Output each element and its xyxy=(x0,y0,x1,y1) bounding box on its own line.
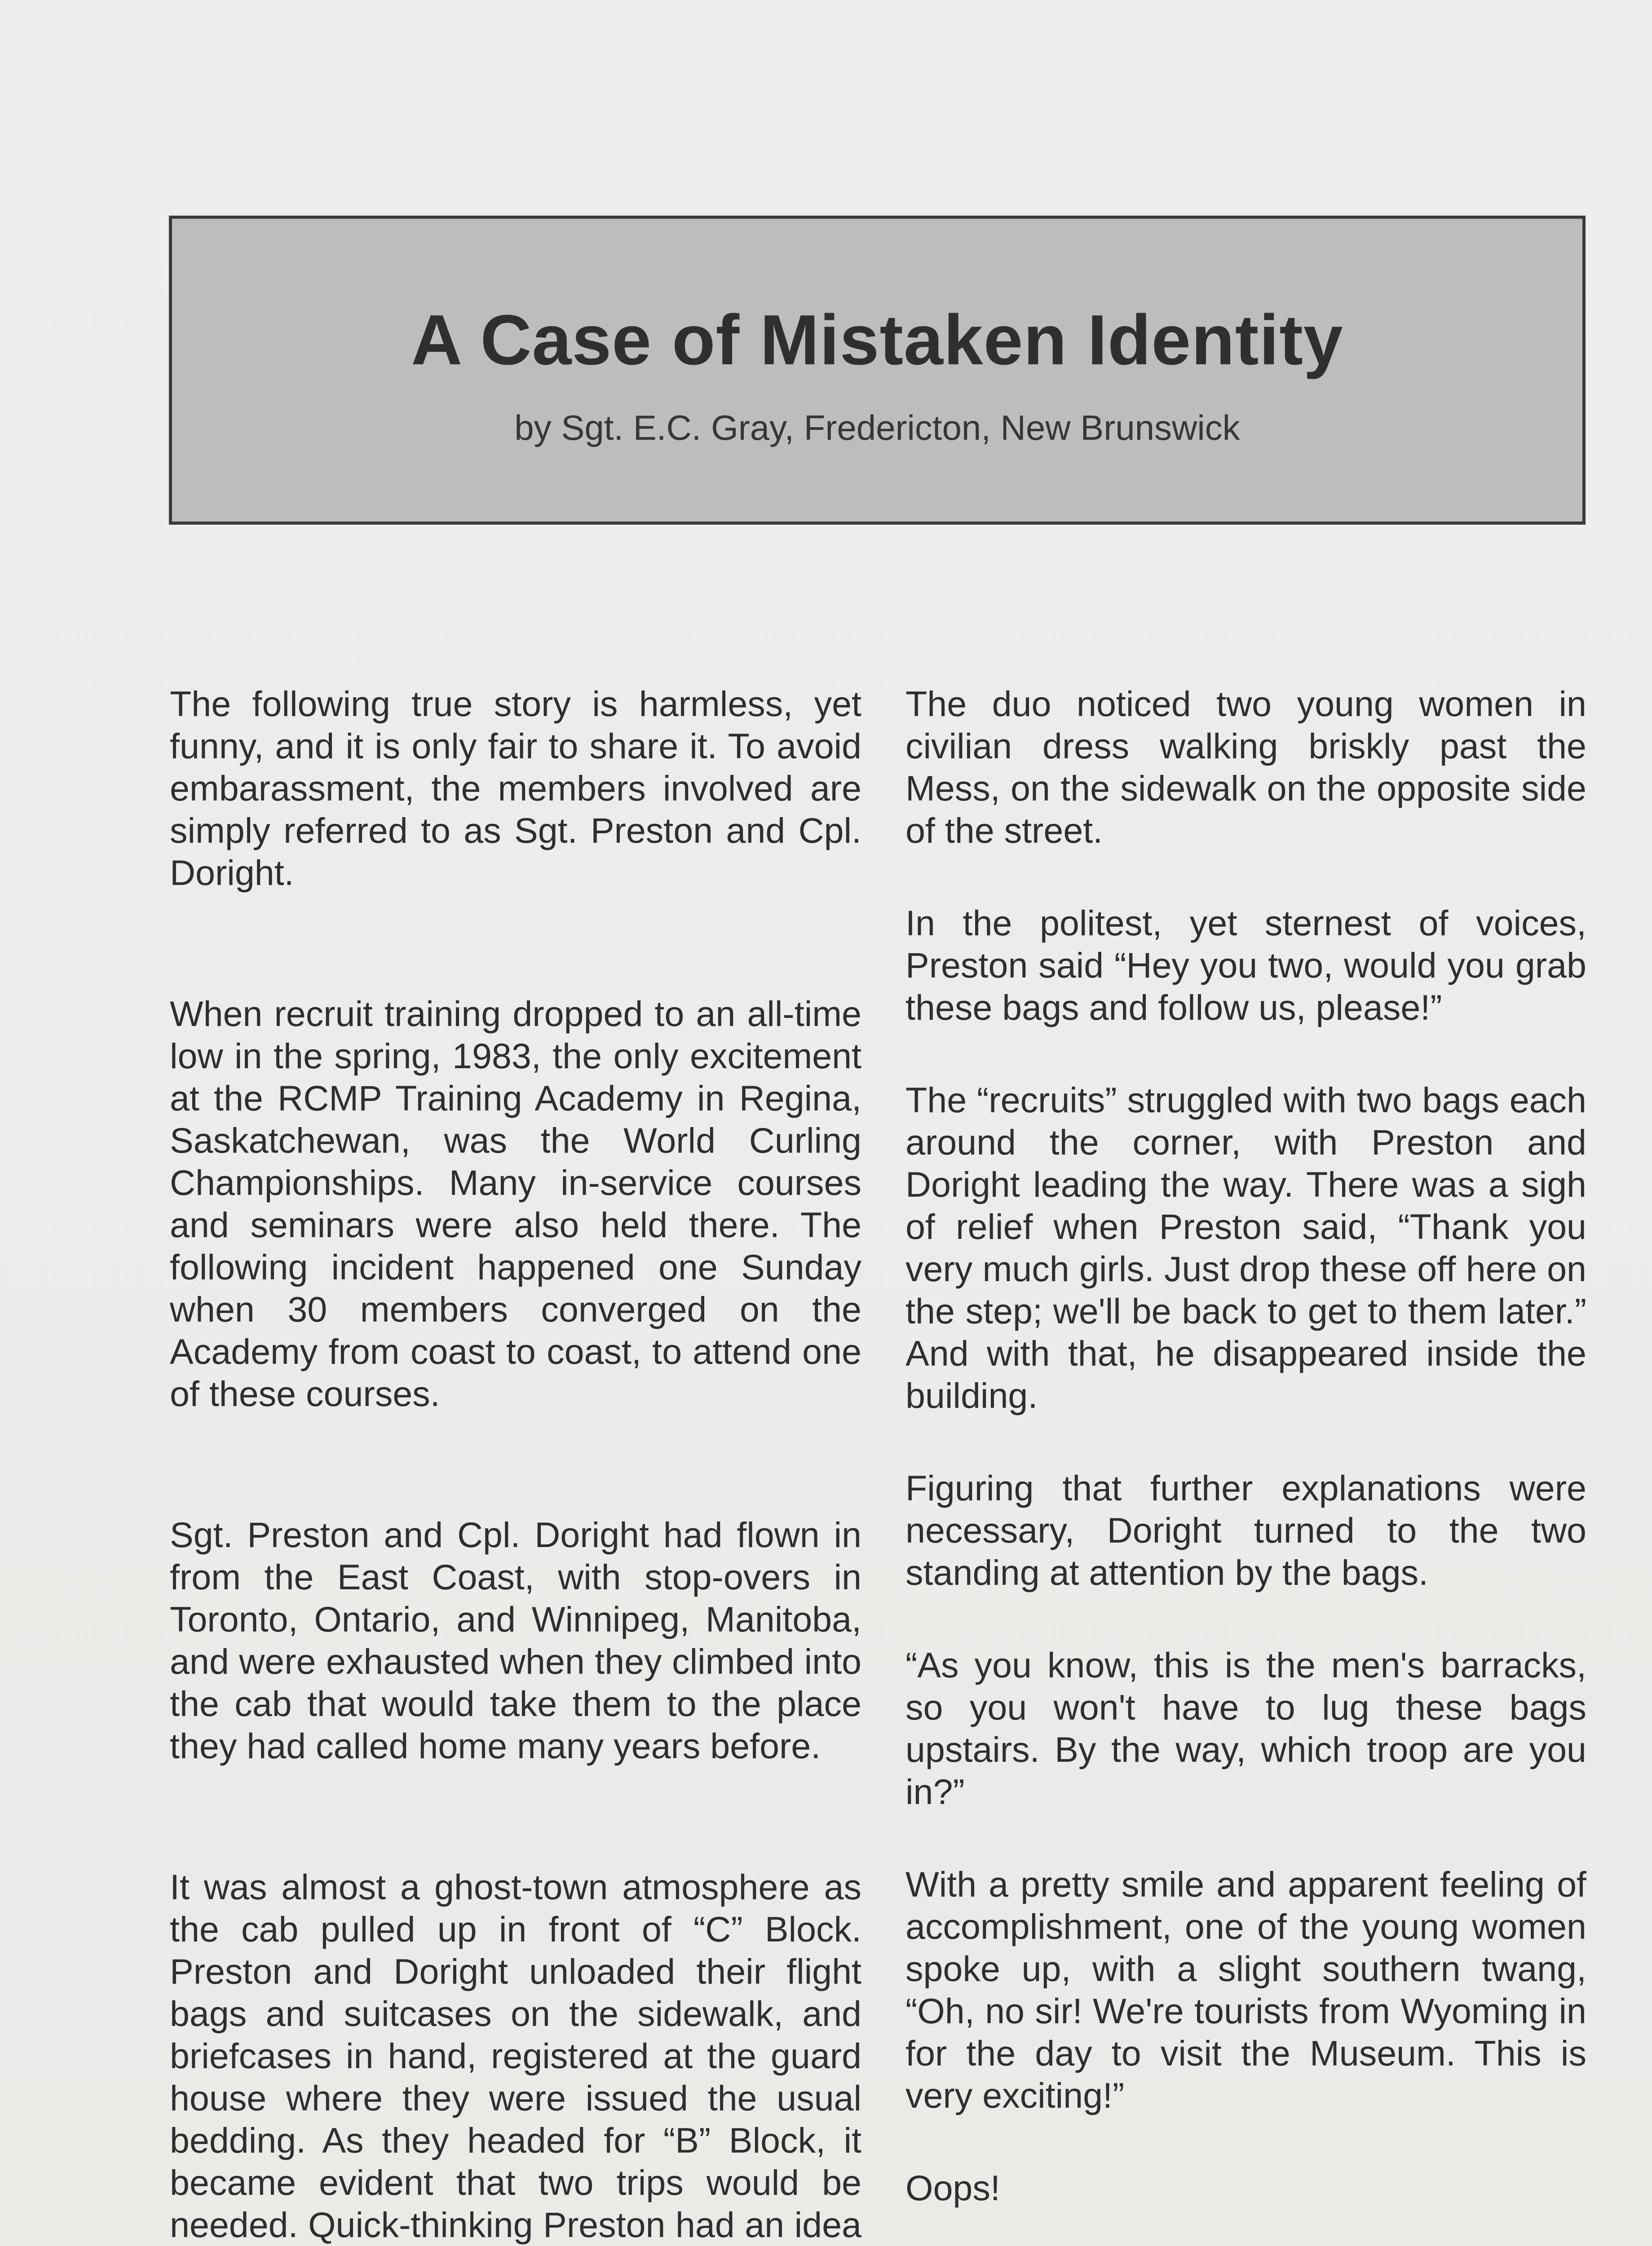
article-title: A Case of Mistaken Identity xyxy=(411,301,1343,380)
left-column xyxy=(170,683,861,2246)
paragraph: Sgt. Preston and Cpl. Doright had flown in from the East Coast, with stop-overs in Toronto, Ontario, and Winnipeg, Manitoba, and were exhausted when they climbed into the cab that would take them to the place they had called home many years before. xyxy=(170,1515,861,1766)
paragraph: Figuring that further explanations were necessary, Doright turned to the two standing at attention by the bags. xyxy=(906,1468,1586,1592)
paragraph: In the politest, yet sternest of voices, Preston said “Hey you two, would you grab these bags and follow us, please!” xyxy=(906,903,1586,1027)
paragraph: With a pretty smile and apparent feeling of accomplishment, one of the young women spoke up, with a slight southern twang, “Oh, no sir! We're tourists from Wyoming in for the day to visit the Museum. This is very exciting!” xyxy=(906,1864,1586,2115)
paragraph: “As you know, this is the men's barracks, so you won't have to lug these bags upstairs. By the way, which troop are you in?” xyxy=(906,1645,1586,1812)
title-box xyxy=(169,216,1586,525)
paragraph: The “recruits” struggled with two bags each around the corner, with Preston and Doright leading the way. There was a sigh of relief when Preston said, “Thank you very much girls. Just drop these off here on the step; we'll be back to get to them later.” And with that, he disappeared inside the building. xyxy=(906,1080,1586,1415)
paragraph: Oops! xyxy=(906,2168,1000,2208)
paragraph: It was almost a ghost-town atmosphere as the cab pulled up in front of “C” Block. Preston and Doright unloaded their flight bags and suitcases on the sidewalk, and briefcases in hand, registered at the guard house where they were issued the usual bedding. As they headed for “B” Block, it became evident that two trips would be needed. Quick-thinking Preston had an idea xyxy=(170,1867,861,2245)
paragraph: When recruit training dropped to an all-time low in the spring, 1983, the only excitement at the RCMP Training Academy in Regina, Saskatchewan, was the World Curling Championships. Many in-service courses and seminars were also held there. The following incident happened one Sunday when 30 members converged on the Academy from coast to coast, to attend one of these courses. xyxy=(170,994,861,1414)
right-column xyxy=(906,683,1586,2246)
article-byline: by Sgt. E.C. Gray, Fredericton, New Brunswick xyxy=(514,408,1240,447)
paragraph: The duo noticed two young women in civilian dress walking briskly past the Mess, on the sidewalk on the opposite side of the street. xyxy=(906,684,1586,850)
paragraph: The following true story is harmless, yet funny, and it is only fair to share it. To avoid embarassment, the members involved are simply referred to as Sgt. Preston and Cpl. Doright. xyxy=(170,684,861,893)
